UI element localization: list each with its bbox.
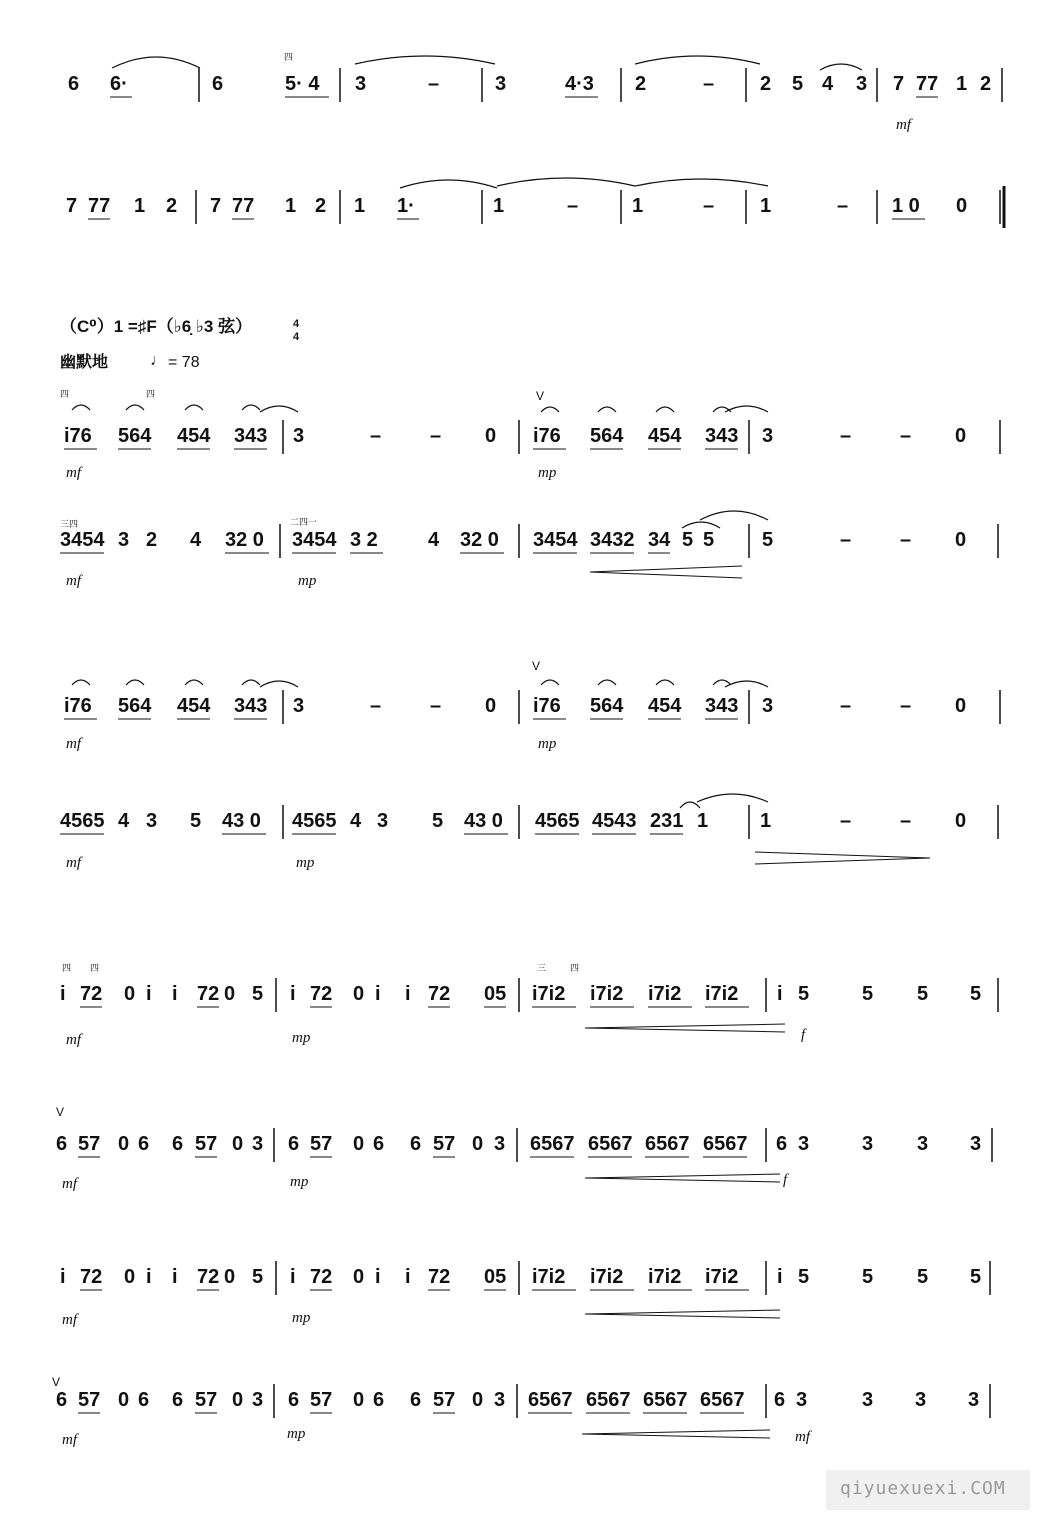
note: i7i2 (532, 983, 566, 1005)
note: 6 (288, 1133, 300, 1155)
note: 57 (195, 1133, 218, 1155)
tempo-value: = 78 (168, 354, 200, 371)
note: 0 (124, 1266, 136, 1288)
note: 3 (968, 1389, 980, 1411)
dynamic-mark: mp (538, 736, 557, 752)
note: 3 (762, 425, 774, 447)
triplet-bracket (126, 405, 144, 410)
dynamic-mark: mf (66, 573, 81, 589)
note: 3 (293, 425, 305, 447)
note: 454 (648, 425, 682, 447)
note: 2 (146, 529, 158, 551)
triplet-bracket (242, 680, 260, 685)
note: 3 (252, 1133, 264, 1155)
note: i (172, 1266, 178, 1288)
note: 4565 (292, 810, 337, 832)
breath-mark-icon: V (536, 389, 545, 403)
note: 0 (232, 1389, 244, 1411)
note: 5 (798, 1266, 810, 1288)
hairpin (590, 572, 742, 578)
note: 77 (88, 195, 111, 217)
dynamic-mark: f (801, 1027, 806, 1043)
dynamic-mark: mf (896, 117, 911, 133)
note: 6 (410, 1389, 422, 1411)
note: 2 (760, 73, 772, 95)
slur (820, 64, 862, 70)
slur (260, 681, 298, 687)
note: i76 (533, 425, 561, 447)
fingering-mark: 四 (90, 963, 100, 973)
note: 5 (798, 983, 810, 1005)
note: 0 (955, 810, 967, 832)
note: 5 (762, 529, 774, 551)
note: i (146, 1266, 152, 1288)
note: – (837, 195, 849, 217)
note: 6 (68, 73, 80, 95)
note: 5 (917, 1266, 929, 1288)
note: 0 (472, 1133, 484, 1155)
note: 5 (970, 1266, 982, 1288)
note: i76 (64, 695, 92, 717)
note: 0 (224, 983, 236, 1005)
note: 4 (118, 810, 130, 832)
note: 6567 (528, 1389, 573, 1411)
note: i (405, 983, 411, 1005)
triplet-bracket (541, 680, 559, 685)
dynamic-mark: mp (287, 1426, 306, 1442)
note: i (146, 983, 152, 1005)
note: 0 (472, 1389, 484, 1411)
note: 6 (138, 1133, 150, 1155)
note: 72 (310, 983, 333, 1005)
slur (497, 178, 635, 186)
dynamic-mark: mf (66, 465, 81, 481)
note: 7 (210, 195, 222, 217)
fingering-mark: 四 (146, 389, 156, 399)
note: 3 (252, 1389, 264, 1411)
note: 5 (792, 73, 804, 95)
note: 6 (56, 1389, 68, 1411)
note: 57 (195, 1389, 218, 1411)
note: 72 (428, 983, 451, 1005)
note: 3 (118, 529, 130, 551)
note: 5 (682, 529, 694, 551)
triplet-bracket (185, 405, 203, 410)
fingering-mark: 三 (537, 963, 547, 973)
dynamic-mark: mf (66, 1032, 81, 1048)
slur (725, 406, 768, 412)
dynamic-mark: mp (296, 855, 315, 871)
slur (697, 794, 768, 802)
note: 0 (353, 1266, 365, 1288)
key-signature: （C⁰）1 =♯F（♭6̣ ♭3 弦） (60, 317, 253, 336)
note: 3 (917, 1133, 929, 1155)
note: 05 (484, 1266, 507, 1288)
note: 1 (493, 195, 505, 217)
note: 4565 (60, 810, 105, 832)
note: 0 (955, 529, 967, 551)
note: 1 (285, 195, 297, 217)
note: 72 (197, 983, 220, 1005)
note: 3454 (292, 529, 337, 551)
note: i7i2 (648, 1266, 682, 1288)
triplet-bracket (656, 680, 674, 685)
note: i (777, 983, 783, 1005)
note: 3 (355, 73, 367, 95)
note: – (567, 195, 579, 217)
note: 43 0 (222, 810, 261, 832)
note: 3454 (60, 529, 105, 551)
note: 3 (970, 1133, 982, 1155)
note: – (703, 195, 715, 217)
note: 2 (980, 73, 992, 95)
note: 3 (862, 1389, 874, 1411)
note: 3 (494, 1133, 506, 1155)
note: 2 (635, 73, 647, 95)
note: 4·3 (565, 73, 594, 95)
note: 3 (762, 695, 774, 717)
note: i76 (533, 695, 561, 717)
note: 5 (970, 983, 982, 1005)
note: 6567 (588, 1133, 633, 1155)
note: i7i2 (590, 983, 624, 1005)
note: 57 (78, 1389, 101, 1411)
dynamic-mark: mp (292, 1030, 311, 1046)
note: 6567 (703, 1133, 748, 1155)
time-signature-bottom: 4 (293, 331, 300, 343)
note: i (375, 983, 381, 1005)
note: 3454 (533, 529, 578, 551)
note: – (840, 695, 852, 717)
note: 57 (78, 1133, 101, 1155)
slur (355, 56, 495, 64)
note: 1 (134, 195, 146, 217)
note: i7i2 (590, 1266, 624, 1288)
note: – (370, 695, 382, 717)
slur (635, 179, 768, 186)
note: i7i2 (532, 1266, 566, 1288)
note: 6 (410, 1133, 422, 1155)
note: 0 (485, 695, 497, 717)
note: 3 (796, 1389, 808, 1411)
note: 6· (110, 73, 128, 95)
hairpin (585, 1028, 785, 1032)
hairpin (585, 1314, 780, 1318)
note: 1 (956, 73, 968, 95)
note: 4 (822, 73, 834, 95)
dynamic-mark: mf (62, 1312, 77, 1328)
hairpin (582, 1430, 770, 1434)
note: 43 0 (464, 810, 503, 832)
breath-mark-icon: V (532, 659, 541, 673)
note: 6 (56, 1133, 68, 1155)
tempo-word: 幽默地 (60, 354, 109, 371)
triplet-bracket (541, 407, 559, 412)
note: 0 (118, 1133, 130, 1155)
dynamic-mark: mp (298, 573, 317, 589)
fingering-mark: 二四一 (290, 517, 318, 527)
note: 1· (397, 195, 415, 217)
dynamic-mark: f (783, 1172, 788, 1188)
note: i (405, 1266, 411, 1288)
slur (260, 406, 298, 412)
note: – (900, 695, 912, 717)
note: 57 (433, 1133, 456, 1155)
note: – (703, 73, 715, 95)
fingering-mark: 四 (60, 389, 70, 399)
slur (725, 681, 768, 687)
hairpin (585, 1178, 780, 1182)
note: 6567 (700, 1389, 745, 1411)
note: 32 0 (225, 529, 264, 551)
triplet-bracket (656, 407, 674, 412)
note: 6567 (645, 1133, 690, 1155)
note: 3 (494, 1389, 506, 1411)
triplet-bracket (185, 680, 203, 685)
note: 6 (373, 1389, 385, 1411)
note: – (840, 810, 852, 832)
slur (635, 56, 760, 64)
note: 6 (373, 1133, 385, 1155)
note: i (777, 1266, 783, 1288)
note: 454 (648, 695, 682, 717)
note: 0 (485, 425, 497, 447)
note: 6 (776, 1133, 788, 1155)
note: 564 (590, 425, 624, 447)
dynamic-mark: mf (66, 736, 81, 752)
hairpin (590, 566, 742, 572)
slur (680, 802, 700, 808)
note: 0 (124, 983, 136, 1005)
note: 1 0 (892, 195, 920, 217)
note: 1 (632, 195, 644, 217)
note: 4543 (592, 810, 637, 832)
note: i (172, 983, 178, 1005)
fingering-mark: 四 (284, 52, 294, 62)
note: 1 (697, 810, 709, 832)
fingering-mark: 四 (62, 963, 72, 973)
note: 564 (590, 695, 624, 717)
note: 57 (310, 1389, 333, 1411)
note: 7 (893, 73, 905, 95)
note: 3 (293, 695, 305, 717)
fingering-mark: 三四 (60, 519, 79, 529)
note: 34 (648, 529, 671, 551)
dynamic-mark: mf (62, 1432, 77, 1448)
note: 72 (310, 1266, 333, 1288)
note: 6 (138, 1389, 150, 1411)
hairpin (585, 1024, 785, 1028)
note: 6 (288, 1389, 300, 1411)
note: – (900, 529, 912, 551)
note: 0 (353, 1389, 365, 1411)
note: 6 (172, 1133, 184, 1155)
note: 0 (955, 425, 967, 447)
note: – (900, 810, 912, 832)
note: 5 (432, 810, 444, 832)
note: 5 (703, 529, 715, 551)
note: 72 (80, 983, 103, 1005)
triplet-bracket (598, 680, 616, 685)
note: 0 (118, 1389, 130, 1411)
note: – (430, 425, 442, 447)
hairpin (755, 852, 930, 858)
note: 05 (484, 983, 507, 1005)
note: 2 (166, 195, 178, 217)
note: i (375, 1266, 381, 1288)
hairpin (585, 1174, 780, 1178)
triplet-bracket (713, 680, 731, 685)
triplet-bracket (242, 405, 260, 410)
note: 0 (955, 695, 967, 717)
note: 6567 (586, 1389, 631, 1411)
note: 343 (234, 425, 268, 447)
triplet-bracket (713, 407, 731, 412)
note: 3 (377, 810, 389, 832)
breath-mark-icon: V (52, 1375, 61, 1389)
slur (682, 522, 720, 528)
note: 3432 (590, 529, 635, 551)
note: 6 (212, 73, 224, 95)
note: i (60, 1266, 66, 1288)
note: 3 (856, 73, 868, 95)
note: i7i2 (705, 1266, 739, 1288)
dynamic-mark: mp (290, 1174, 309, 1190)
note: 454 (177, 425, 211, 447)
breath-mark-icon: V (56, 1105, 65, 1119)
note: 0 (956, 195, 968, 217)
note: 0 (224, 1266, 236, 1288)
note: 57 (433, 1389, 456, 1411)
note: 32 0 (460, 529, 499, 551)
note: 0 (353, 983, 365, 1005)
note: 4 (190, 529, 202, 551)
dynamic-mark: mp (538, 465, 557, 481)
dynamic-mark: mf (795, 1429, 810, 1445)
note: 57 (310, 1133, 333, 1155)
note: i (60, 983, 66, 1005)
note: – (900, 425, 912, 447)
note: 4 (428, 529, 440, 551)
note: 343 (705, 695, 739, 717)
triplet-bracket (598, 407, 616, 412)
note: i (290, 1266, 296, 1288)
note: 0 (353, 1133, 365, 1155)
note: 72 (428, 1266, 451, 1288)
note: 1 (354, 195, 366, 217)
note: 3 (862, 1133, 874, 1155)
triplet-bracket (126, 680, 144, 685)
note: i7i2 (705, 983, 739, 1005)
dynamic-mark: mp (292, 1310, 311, 1326)
note: 1 (760, 195, 772, 217)
note: 5· 4 (285, 73, 320, 95)
note: 454 (177, 695, 211, 717)
note: 77 (232, 195, 255, 217)
note: 1 (760, 810, 772, 832)
note: 7 (66, 195, 78, 217)
hairpin (755, 858, 930, 864)
tempo-note-icon: ♩ (150, 352, 166, 369)
slur (400, 180, 497, 188)
note: 5 (252, 1266, 264, 1288)
note: 0 (232, 1133, 244, 1155)
dynamic-mark: mf (62, 1176, 77, 1192)
note: 564 (118, 425, 152, 447)
note: 6 (774, 1389, 786, 1411)
note: 343 (234, 695, 268, 717)
triplet-bracket (72, 680, 90, 685)
note: 5 (917, 983, 929, 1005)
note: 3 (495, 73, 507, 95)
dynamic-mark: mf (66, 855, 81, 871)
note: 5 (862, 1266, 874, 1288)
note: 5 (190, 810, 202, 832)
note: i76 (64, 425, 92, 447)
note: – (370, 425, 382, 447)
note: 72 (80, 1266, 103, 1288)
note: 6567 (530, 1133, 575, 1155)
note: 3 (915, 1389, 927, 1411)
note: 4565 (535, 810, 580, 832)
hairpin (582, 1434, 770, 1438)
note: 3 (146, 810, 158, 832)
slur (700, 511, 768, 520)
fingering-mark: 四 (570, 963, 580, 973)
note: 6567 (643, 1389, 688, 1411)
note: i7i2 (648, 983, 682, 1005)
note: 3 2 (350, 529, 378, 551)
note: 5 (252, 983, 264, 1005)
note: 4 (350, 810, 362, 832)
note: 231 (650, 810, 684, 832)
slur (112, 57, 200, 68)
note: – (840, 425, 852, 447)
note: – (840, 529, 852, 551)
note: 72 (197, 1266, 220, 1288)
hairpin (585, 1310, 780, 1314)
note: 5 (862, 983, 874, 1005)
note: 2 (315, 195, 327, 217)
note: 564 (118, 695, 152, 717)
note: 77 (916, 73, 939, 95)
note: 3 (798, 1133, 810, 1155)
triplet-bracket (72, 405, 90, 410)
note: – (428, 73, 440, 95)
watermark: qiyuexuexi.COM (840, 1478, 1006, 1499)
note: 6 (172, 1389, 184, 1411)
note: – (430, 695, 442, 717)
time-signature-top: 4 (293, 318, 300, 330)
note: i (290, 983, 296, 1005)
note: 343 (705, 425, 739, 447)
